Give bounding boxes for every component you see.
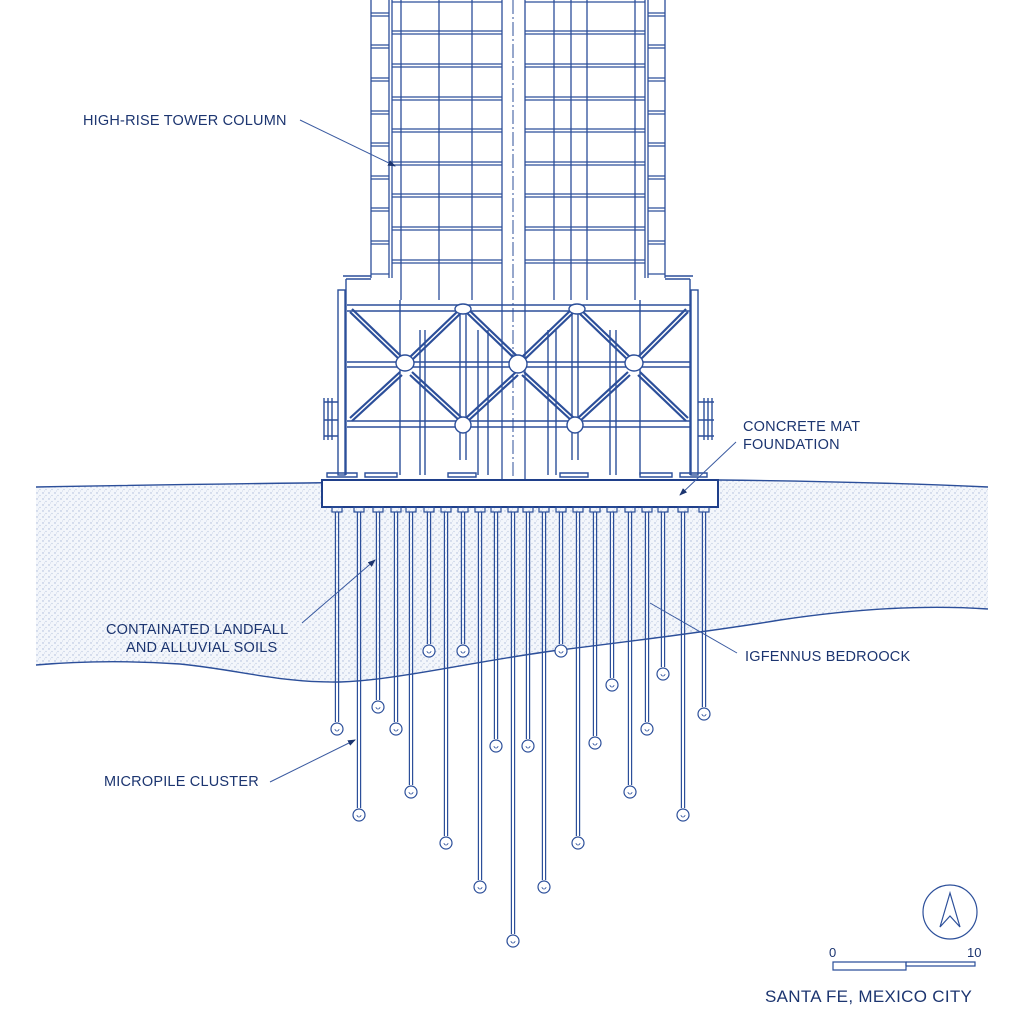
location-title: SANTA FE, MEXICO CITY — [765, 987, 973, 1006]
scale-end-label: 10 — [967, 945, 982, 960]
north-arrow-icon — [923, 885, 977, 939]
scale-bar — [833, 962, 975, 970]
transfer-truss — [324, 276, 714, 477]
tower-label: HIGH-RISE TOWER COLUMN — [83, 113, 287, 129]
mat-label-line1: CONCRETE MAT — [743, 419, 861, 435]
truss-nodes — [396, 304, 643, 433]
bedrock-label: IGFENNUS BEDROOCK — [745, 649, 911, 665]
tower-floors — [371, 2, 665, 274]
leader-lines — [270, 120, 737, 782]
soil-label-line2: AND ALLUVIAL SOILS — [126, 640, 278, 656]
soil-label-line1: CONTAINATED LANDFALL — [106, 622, 289, 638]
scale-start-label: 0 — [829, 945, 837, 960]
piles-label: MICROPILE CLUSTER — [104, 774, 259, 790]
mat-label-line2: FOUNDATION — [743, 437, 840, 453]
concrete-mat — [322, 480, 718, 507]
tower — [371, 0, 665, 490]
piles-leader — [270, 740, 355, 782]
